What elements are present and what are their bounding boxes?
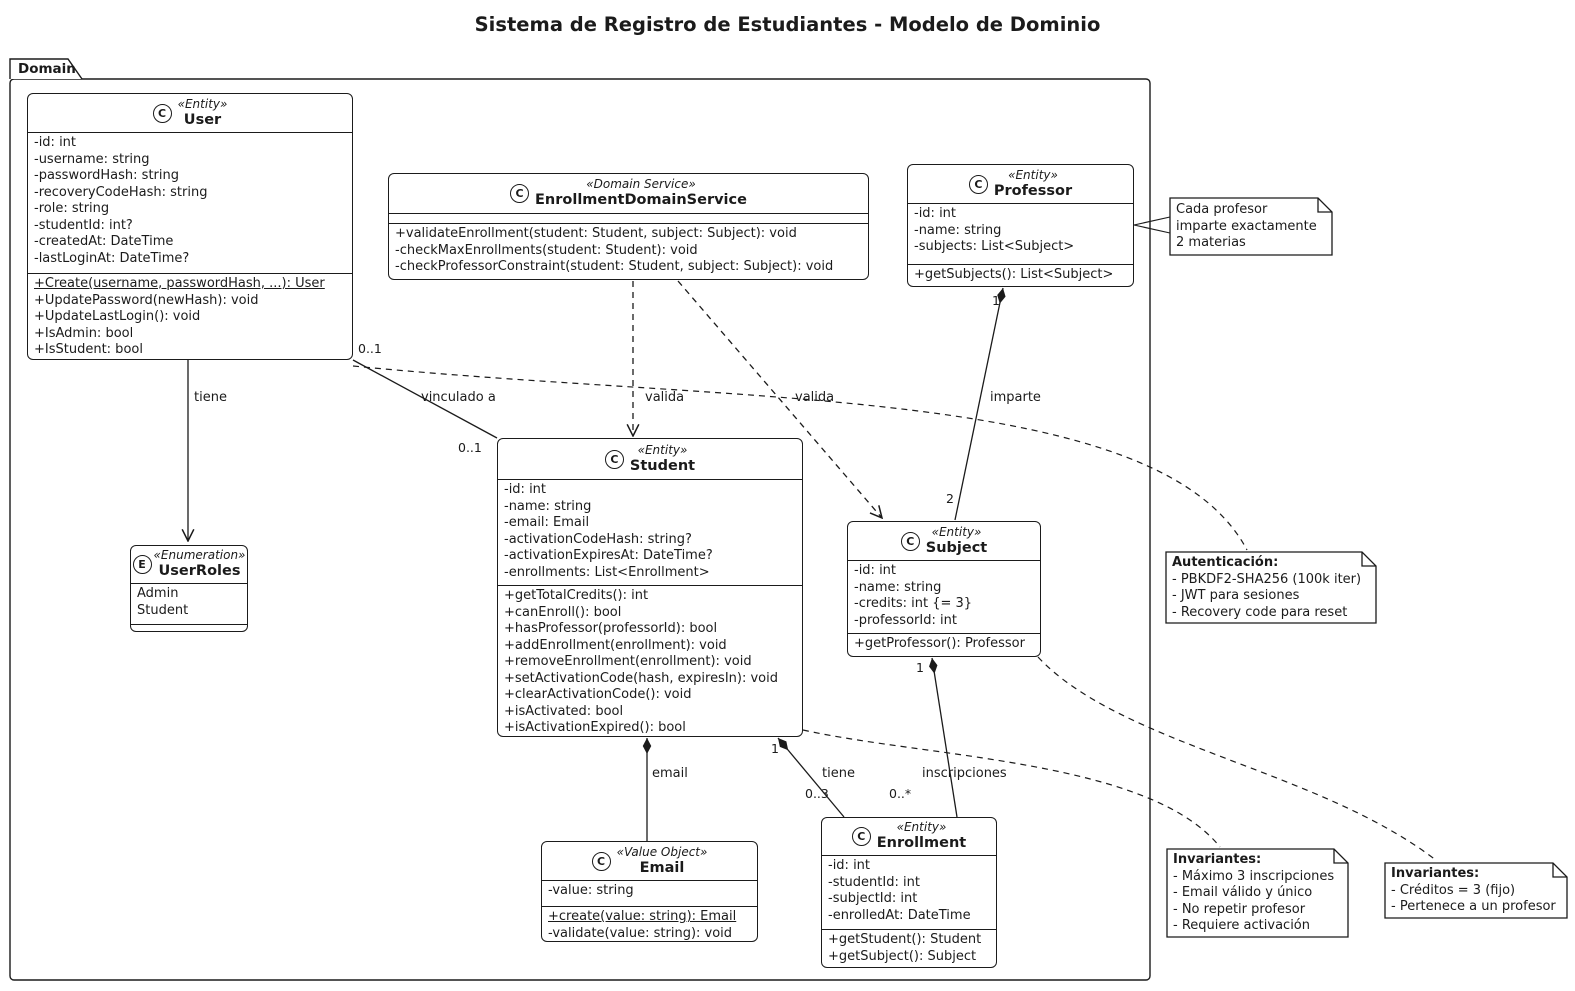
edge-label-inscripciones: inscripciones (922, 766, 1007, 781)
method: +UpdatePassword(newHash): void (34, 292, 259, 308)
note-professor (1176, 202, 1317, 252)
attribute: -studentId: int? (34, 217, 133, 233)
edge-label-valida-subject: valida (795, 390, 835, 405)
note-line: - Pertenece a un profesor (1391, 899, 1556, 915)
multiplicity-student-0-1: 0..1 (458, 440, 482, 455)
method: +hasProfessor(professorId): bool (504, 621, 718, 636)
class-name: Subject (925, 539, 988, 556)
attribute: -id: int (504, 482, 547, 497)
note-line: - JWT para sesiones (1172, 588, 1300, 604)
note-line: Cada profesor (1176, 202, 1268, 217)
class-name: Professor (993, 182, 1073, 199)
method: +isActivated: bool (504, 703, 624, 719)
class-eds-attributes (389, 214, 868, 223)
method: +removeEnrollment(enrollment): void (504, 654, 752, 669)
enum-value: Admin (137, 586, 179, 601)
multiplicity-enrollment-0-3: 0..3 (805, 786, 829, 801)
method: -validate(value: string): void (548, 925, 733, 941)
edge-subject-enrollment (932, 658, 957, 817)
class-name: EnrollmentDomainService (535, 192, 747, 209)
edge-label-vinculado-a: vinculado a (421, 390, 496, 405)
note-invariants-subject (1391, 866, 1556, 916)
attribute: -activationCodeHash: string? (504, 531, 692, 547)
class-stereotype: «Entity» (637, 442, 688, 457)
attribute: -recoveryCodeHash: string (34, 184, 208, 200)
method: +IsStudent: bool (34, 342, 143, 357)
note-title: Autenticación: (1172, 555, 1279, 570)
method: +isActivationExpired(): bool (504, 720, 686, 735)
class-professor-methods (908, 264, 1133, 286)
class-eds-header (389, 174, 868, 214)
enum-value: Student (137, 602, 189, 618)
class-student-methods (498, 585, 802, 736)
method: +setActivationCode(hash, expiresIn): void (504, 670, 779, 686)
class-email (541, 841, 758, 942)
attribute: -credits: int {= 3} (854, 596, 973, 611)
attribute: -id: int (854, 563, 897, 578)
attribute: -professorId: int (854, 612, 957, 628)
note-line: - Email válido y único (1173, 885, 1313, 901)
attribute: -enrolledAt: DateTime (828, 907, 971, 923)
multiplicity-user-0-1: 0..1 (358, 341, 382, 356)
method: +getStudent(): Student (828, 932, 982, 947)
edge-label-imparte: imparte (990, 390, 1041, 405)
note-line: imparte exactamente (1176, 218, 1317, 234)
edge-label-valida-student: valida (645, 390, 685, 405)
class-stereotype: «Domain Service» (586, 177, 696, 192)
class-subject-attributes (848, 561, 1040, 633)
multiplicity-subject-2: 2 (946, 491, 954, 506)
class-icon: C (969, 175, 988, 194)
attribute: -lastLoginAt: DateTime? (34, 250, 190, 266)
attribute: -subjects: List<Subject> (914, 239, 1075, 254)
multiplicity-professor-1: 1 (992, 293, 1000, 308)
attribute: -enrollments: List<Enrollment> (504, 564, 710, 580)
class-eds-methods (389, 223, 868, 279)
method: +IsAdmin: bool (34, 325, 134, 341)
class-enrollment-methods (822, 929, 996, 967)
multiplicity-student-1: 1 (771, 741, 779, 756)
attribute: -createdAt: DateTime (34, 234, 174, 249)
multiplicity-enrollment-0-star: 0..* (889, 786, 912, 801)
edge-label-email: email (652, 766, 688, 781)
class-icon: C (605, 450, 624, 469)
attribute: -username: string (34, 151, 150, 167)
class-user-attributes (28, 133, 352, 273)
attribute: -name: string (854, 579, 942, 595)
attribute: -name: string (504, 498, 592, 514)
enum-userroles-values (131, 584, 247, 624)
class-professor-header (908, 165, 1133, 204)
class-stereotype: «Entity» (1008, 167, 1058, 182)
class-stereotype: «Entity» (896, 820, 947, 835)
method: +getSubject(): Subject (828, 948, 977, 964)
note-line: - Créditos = 3 (fijo) (1391, 882, 1516, 898)
enum-userroles-header (131, 546, 247, 584)
class-email-methods (542, 906, 757, 941)
class-student-attributes (498, 480, 802, 585)
method: +validateEnrollment(student: Student, subject: Subject): void (395, 226, 797, 241)
note-auth (1172, 555, 1361, 621)
class-stereotype: «Value Object» (616, 844, 708, 859)
attribute: -value: string (548, 883, 634, 898)
note-title: Invariantes: (1173, 852, 1262, 867)
class-icon: C (153, 104, 172, 123)
attribute: -id: int (914, 206, 957, 221)
note-line: - PBKDF2-SHA256 (100k iter) (1172, 571, 1362, 587)
attribute: -subjectId: int (828, 891, 918, 906)
class-email-header (542, 842, 757, 881)
method: +clearActivationCode(): void (504, 687, 692, 702)
class-icon: C (510, 184, 529, 203)
class-professor-attributes (908, 204, 1133, 264)
attribute: -name: string (914, 222, 1002, 238)
method: -checkMaxEnrollments(student: Student): void (395, 242, 698, 258)
class-student (497, 438, 803, 737)
class-subject-header (848, 522, 1040, 561)
class-professor (907, 164, 1134, 287)
attribute: -activationExpiresAt: DateTime? (504, 548, 713, 563)
class-icon: C (852, 827, 871, 846)
method: +addEnrollment(enrollment): void (504, 637, 727, 653)
enum-userroles (130, 545, 248, 632)
attribute: -studentId: int (828, 874, 920, 890)
method: +getTotalCredits(): int (504, 588, 649, 603)
link-subject-invariants-note (1038, 657, 1437, 861)
class-name: Enrollment (876, 835, 967, 852)
attribute: -passwordHash: string (34, 168, 179, 183)
multiplicity-subject-1: 1 (916, 660, 924, 675)
note-line: - Recovery code para reset (1172, 604, 1348, 620)
method: +create(value: string): Email (548, 909, 737, 924)
class-email-attributes (542, 881, 757, 906)
note-line: 2 materias (1176, 235, 1246, 251)
class-enrollment-header (822, 818, 996, 856)
page-title: Sistema de Registro de Estudiantes - Modelo de Dominio (474, 13, 1101, 36)
note-line: - Máximo 3 inscripciones (1173, 868, 1335, 884)
class-subject-methods (848, 633, 1040, 656)
attribute: -id: int (828, 858, 871, 873)
attribute: -role: string (34, 201, 110, 216)
class-name: User (183, 111, 222, 128)
method: -checkProfessorConstraint(student: Student, subject: Subject): void (395, 259, 834, 274)
enum-userroles-methods (131, 624, 247, 631)
class-name: Email (639, 859, 685, 876)
method: +getSubjects(): List<Subject> (914, 267, 1114, 282)
class-user (27, 93, 353, 360)
method: +canEnroll(): bool (504, 604, 622, 620)
enum-icon: E (133, 555, 152, 574)
class-name: UserRoles (158, 563, 241, 580)
class-stereotype: «Enumeration» (153, 548, 246, 563)
class-stereotype: «Entity» (177, 96, 228, 111)
link-professor-note (1134, 217, 1170, 233)
attribute: -email: Email (504, 515, 590, 530)
method: +Create(username, passwordHash, ...): User (34, 276, 325, 291)
class-icon: C (901, 532, 920, 551)
note-title: Invariantes: (1391, 866, 1480, 881)
class-enrollment (821, 817, 997, 968)
class-user-methods (28, 273, 352, 359)
note-invariants-student (1173, 852, 1334, 935)
class-enrollment-attributes (822, 856, 996, 929)
frame-label: Domain (18, 61, 76, 77)
class-student-header (498, 439, 802, 480)
class-stereotype: «Entity» (931, 524, 982, 539)
method: +getProfessor(): Professor (854, 636, 1025, 651)
edge-label-tiene-user-userroles: tiene (194, 390, 227, 405)
attribute: -id: int (34, 135, 77, 150)
edge-label-tiene-student-enrollment: tiene (822, 766, 855, 781)
class-user-header (28, 94, 352, 133)
note-line: - No repetir profesor (1173, 901, 1306, 917)
class-subject (847, 521, 1041, 657)
class-name: Student (629, 457, 696, 474)
note-line: - Requiere activación (1173, 918, 1310, 934)
method: +UpdateLastLogin(): void (34, 309, 201, 324)
class-enrollment-domain-service (388, 173, 869, 280)
class-icon: C (592, 852, 611, 871)
